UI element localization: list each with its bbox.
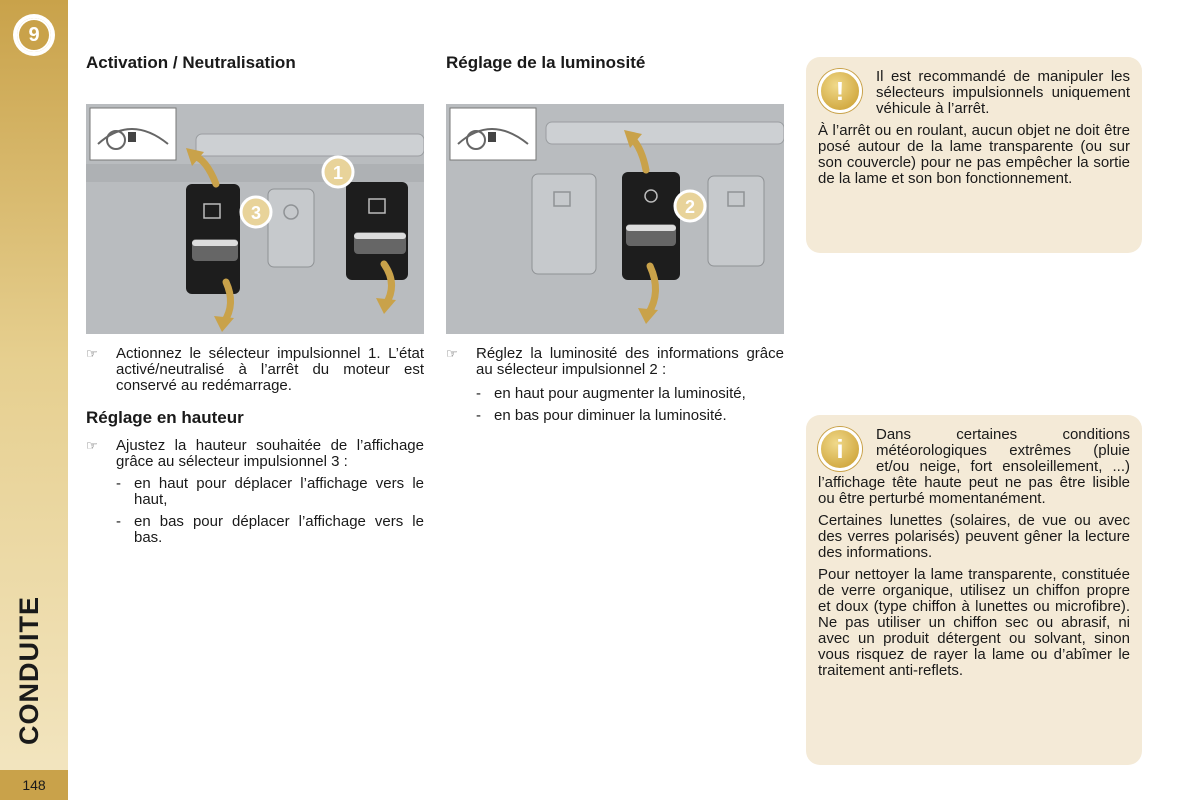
warning-icon: ! (818, 69, 862, 113)
chapter-sidebar (0, 0, 68, 800)
activation-column (86, 50, 424, 546)
list-item: - en haut pour déplacer l’affichage vers le haut, (116, 475, 424, 508)
dashboard-inset-icon (90, 108, 176, 160)
page-number: 148 (0, 770, 68, 800)
height-selector-icon (186, 184, 240, 294)
info-box (806, 415, 1142, 765)
svg-text:2: 2 (684, 197, 696, 217)
chapter-badge (13, 14, 55, 56)
svg-text:3: 3 (250, 203, 262, 223)
svg-text:1: 1 (332, 163, 344, 183)
warning-paragraph-1: Il est recommandé de manipuler les sélecteurs impulsionnels uniquement véhicule à l’arrêt. (876, 68, 1130, 117)
brightness-title: Réglage de la luminosité (446, 53, 646, 72)
pointing-hand-icon: ☞ (86, 438, 98, 453)
height-subtitle: Réglage en hauteur (86, 408, 244, 427)
list-item: - en bas pour déplacer l’affichage vers le bas. (116, 513, 424, 546)
brightness-paragraph: ☞ Réglez la luminosité des informations grâce au sélecteur impulsionnel 2 : (446, 345, 784, 378)
dashboard-inset-icon (450, 108, 536, 160)
height-paragraph: ☞ Ajustez la hauteur souhaitée de l’affichage grâce au sélecteur impulsionnel 3 : (86, 437, 424, 470)
chapter-number: 9 (17, 18, 51, 52)
callout-2-icon (675, 191, 705, 221)
callout-1-icon (323, 157, 353, 187)
on-off-selector-icon (346, 182, 408, 280)
info-paragraph-2: Certaines lunettes (solaires, de vue ou avec des verres polarisés) peuvent gêner la lecture des informations. (818, 512, 1130, 561)
warning-paragraph-2: À l’arrêt ou en roulant, aucun objet ne doit être posé autour de la lame transparente (ou sur son couvercle) pour ne pas empêcher la sortie de la lame et son bon fonctionnement. (818, 122, 1130, 187)
warning-box (806, 57, 1142, 253)
section-label: CONDUITE (14, 596, 44, 745)
brightness-illustration (446, 104, 784, 334)
activation-title: Activation / Neutralisation (86, 53, 296, 72)
brightness-column (446, 50, 784, 424)
info-paragraph-3: Pour nettoyer la lame transparente, constituée de verre organique, utilisez un chiffon propre et doux (type chiffon à lunettes ou microfibre). Ne pas utiliser un chiffon sec ou abrasif, ni avec un produit détergent ou solvant, sinon vous risquez de rayer la lame ou d’abîmer le traitement anti-reflets. (818, 566, 1130, 679)
pointing-hand-icon: ☞ (86, 346, 98, 361)
list-item: - en bas pour diminuer la luminosité. (476, 407, 727, 424)
activation-illustration (86, 104, 424, 334)
pointing-hand-icon: ☞ (446, 346, 458, 361)
activation-paragraph: ☞ Actionnez le sélecteur impulsionnel 1. L’état activé/neutralisé à l’arrêt du moteur est conservé au redémarrage. (86, 345, 424, 394)
info-icon: i (818, 427, 862, 471)
info-paragraph-1: Dans certaines conditions météorologiques extrêmes (pluie et/ou neige, fort ensoleillement, ...) l’affichage tête haute peut ne pas être lisible ou être perturbé momentanément. (818, 426, 1130, 507)
callout-3-icon (241, 197, 271, 227)
list-item: - en haut pour augmenter la luminosité, (476, 385, 746, 402)
